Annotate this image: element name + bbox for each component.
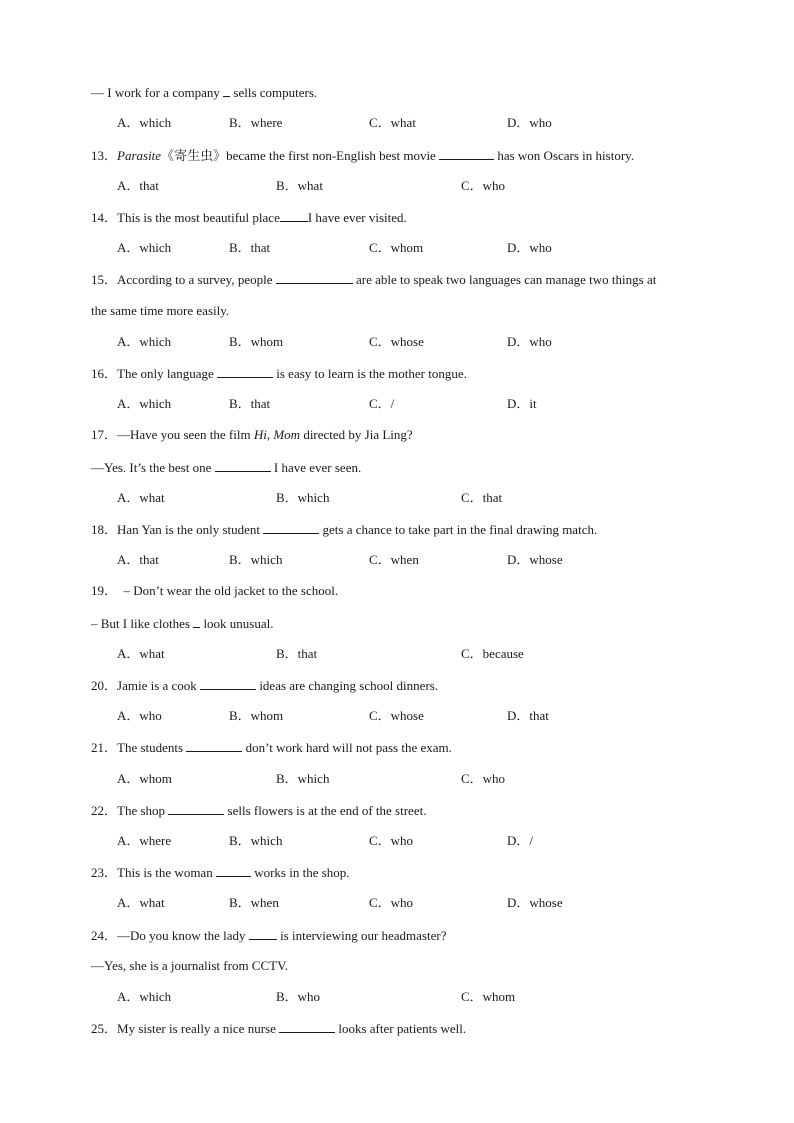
question-line — [91, 583, 338, 599]
option-b[interactable]: B．that — [229, 240, 271, 255]
question-text-pre: Han Yan is the only student — [117, 522, 264, 537]
option-c[interactable]: C．who — [461, 771, 506, 786]
option-b[interactable]: B．where — [229, 115, 283, 130]
question-text-post: looks after patients well. — [335, 1021, 467, 1036]
option-b[interactable]: B．that — [229, 396, 271, 411]
question-text-pre: — I work for a company — [91, 85, 224, 100]
option-d[interactable]: D．who — [507, 240, 552, 255]
options-row — [0, 490, 794, 506]
question-text-pre: 《寄生虫》became the first non-English best movie — [161, 148, 440, 163]
options-row — [0, 396, 794, 412]
options-row — [0, 334, 794, 350]
question-text-pre: – Don’t wear the old jacket to the school. — [117, 583, 339, 598]
question-text-pre: – But I like clothes — [91, 616, 194, 631]
option-b[interactable]: B．which — [229, 552, 283, 567]
option-c[interactable]: C．whom — [461, 989, 516, 1004]
question-number: 17． — [91, 427, 118, 442]
option-a[interactable]: A．whom — [117, 771, 172, 786]
option-a[interactable]: A．which — [117, 396, 172, 411]
question-number: 25． — [91, 1021, 118, 1036]
option-a[interactable]: A．what — [117, 895, 165, 910]
question-text-post: ideas are changing school dinners. — [256, 678, 439, 693]
options-row — [0, 646, 794, 662]
options-row — [0, 552, 794, 568]
option-a[interactable]: A．that — [117, 552, 159, 567]
option-c[interactable]: C．because — [461, 646, 524, 661]
option-b[interactable]: B．which — [229, 833, 283, 848]
option-d[interactable]: D．that — [507, 708, 549, 723]
option-b[interactable]: B．that — [276, 646, 318, 661]
option-a[interactable]: A．what — [117, 646, 165, 661]
question-text-pre: The shop — [117, 803, 169, 818]
question-text-post: gets a chance to take part in the final drawing match. — [319, 522, 598, 537]
option-a[interactable]: A．who — [117, 708, 162, 723]
question-number: 19． — [91, 583, 118, 598]
question-text-pre: The only language — [117, 366, 218, 381]
question-text-pre: —Do you know the lady — [117, 928, 249, 943]
question-text-post: is easy to learn is the mother tongue. — [273, 366, 467, 381]
question-text-pre: The students — [117, 740, 187, 755]
question-text-pre: According to a survey, people — [117, 272, 276, 287]
question-text-pre: This is the woman — [117, 865, 216, 880]
film-title: Hi, Mom — [253, 427, 301, 442]
question-text-cont: the same time more easily. — [91, 303, 230, 318]
question-line — [91, 521, 597, 538]
option-c[interactable]: C．/ — [369, 396, 395, 411]
question-text-post: sells computers. — [230, 85, 318, 100]
option-a[interactable]: A．which — [117, 115, 172, 130]
option-b[interactable]: B．who — [276, 989, 321, 1004]
question-text-pre: Jamie is a cook — [117, 678, 201, 693]
answer-blank[interactable] — [168, 802, 224, 815]
question-text-pre: —Yes. It’s the best one — [91, 460, 215, 475]
question-text-pre: —Have you seen the film — [117, 427, 254, 442]
answer-blank[interactable] — [276, 271, 353, 284]
option-d[interactable]: D．whose — [507, 895, 563, 910]
question-text-post: look unusual. — [200, 616, 274, 631]
question-line — [91, 958, 288, 974]
option-c[interactable]: C．that — [461, 490, 503, 505]
question-text-post: directed by Jia Ling? — [300, 427, 413, 442]
question-line — [91, 802, 426, 819]
answer-blank[interactable] — [280, 209, 308, 222]
question-line — [91, 1020, 466, 1037]
option-a[interactable]: A．what — [117, 490, 165, 505]
question-line — [91, 615, 274, 632]
question-line — [91, 147, 634, 164]
answer-blank[interactable] — [279, 1020, 335, 1033]
question-line — [91, 927, 446, 944]
option-a[interactable]: A．which — [117, 334, 172, 349]
answer-blank[interactable] — [439, 147, 494, 160]
answer-blank[interactable] — [200, 677, 256, 690]
question-line — [91, 303, 229, 319]
option-d[interactable]: D．whose — [507, 552, 563, 567]
question-text-pre: This is the most beautiful place — [117, 210, 280, 225]
option-c[interactable]: C．who — [461, 178, 506, 193]
question-line — [91, 84, 317, 101]
question-number: 22． — [91, 803, 118, 818]
option-c[interactable]: C．whose — [369, 334, 424, 349]
option-c[interactable]: C．whose — [369, 708, 424, 723]
option-c[interactable]: C．whom — [369, 240, 424, 255]
answer-blank[interactable] — [217, 365, 273, 378]
option-c[interactable]: C．who — [369, 833, 414, 848]
options-row — [0, 115, 794, 131]
option-b[interactable]: B．what — [276, 178, 323, 193]
option-b[interactable]: B．whom — [229, 708, 284, 723]
options-row — [0, 708, 794, 724]
question-text-post: don’t work hard will not pass the exam. — [242, 740, 452, 755]
option-b[interactable]: B．which — [276, 490, 330, 505]
question-line — [91, 209, 407, 226]
option-a[interactable]: A．where — [117, 833, 172, 848]
option-c[interactable]: C．who — [369, 895, 414, 910]
option-d[interactable]: D．who — [507, 115, 552, 130]
options-row — [0, 178, 794, 194]
question-text-post: sells flowers is at the end of the street. — [224, 803, 427, 818]
question-line — [91, 459, 361, 476]
option-c[interactable]: C．what — [369, 115, 416, 130]
question-number: 20． — [91, 678, 118, 693]
options-row — [0, 771, 794, 787]
question-line — [91, 739, 452, 756]
question-text-post: has won Oscars in history. — [494, 148, 635, 163]
option-c[interactable]: C．when — [369, 552, 419, 567]
question-number: 23． — [91, 865, 118, 880]
options-row — [0, 240, 794, 256]
answer-blank[interactable] — [263, 521, 319, 534]
option-b[interactable]: B．when — [229, 895, 279, 910]
question-text-pre: My sister is really a nice nurse — [117, 1021, 280, 1036]
question-line — [91, 427, 413, 443]
question-text-post: is interviewing our headmaster? — [276, 928, 447, 943]
options-row — [0, 833, 794, 849]
option-b[interactable]: B．which — [276, 771, 330, 786]
question-line — [91, 271, 656, 288]
option-d[interactable]: D．who — [507, 334, 552, 349]
answer-blank[interactable] — [216, 864, 251, 877]
question-number: 16． — [91, 366, 118, 381]
question-number: 21． — [91, 740, 118, 755]
question-line — [91, 365, 467, 382]
options-row — [0, 989, 794, 1005]
question-text-post: I have ever seen. — [270, 460, 362, 475]
question-text-post: are able to speak two languages can manage two things at — [352, 272, 657, 287]
answer-blank[interactable] — [186, 739, 242, 752]
options-row — [0, 895, 794, 911]
answer-blank[interactable] — [249, 927, 277, 940]
option-d[interactable]: D．it — [507, 396, 537, 411]
movie-title: Parasite — [117, 148, 162, 163]
question-line — [91, 677, 438, 694]
question-number: 18． — [91, 522, 118, 537]
question-line — [91, 864, 350, 881]
option-d[interactable]: D．/ — [507, 833, 534, 848]
question-number: 14． — [91, 210, 118, 225]
answer-blank[interactable] — [215, 459, 271, 472]
question-text-cont: —Yes, she is a journalist from CCTV. — [91, 958, 289, 973]
question-number: 15． — [91, 272, 118, 287]
question-text-post: I have ever visited. — [307, 210, 407, 225]
option-a[interactable]: A．which — [117, 989, 172, 1004]
question-number: 13． — [91, 148, 118, 163]
question-number: 24． — [91, 928, 118, 943]
question-text-post: works in the shop. — [250, 865, 350, 880]
option-a[interactable]: A．that — [117, 178, 159, 193]
option-b[interactable]: B．whom — [229, 334, 284, 349]
option-a[interactable]: A．which — [117, 240, 172, 255]
